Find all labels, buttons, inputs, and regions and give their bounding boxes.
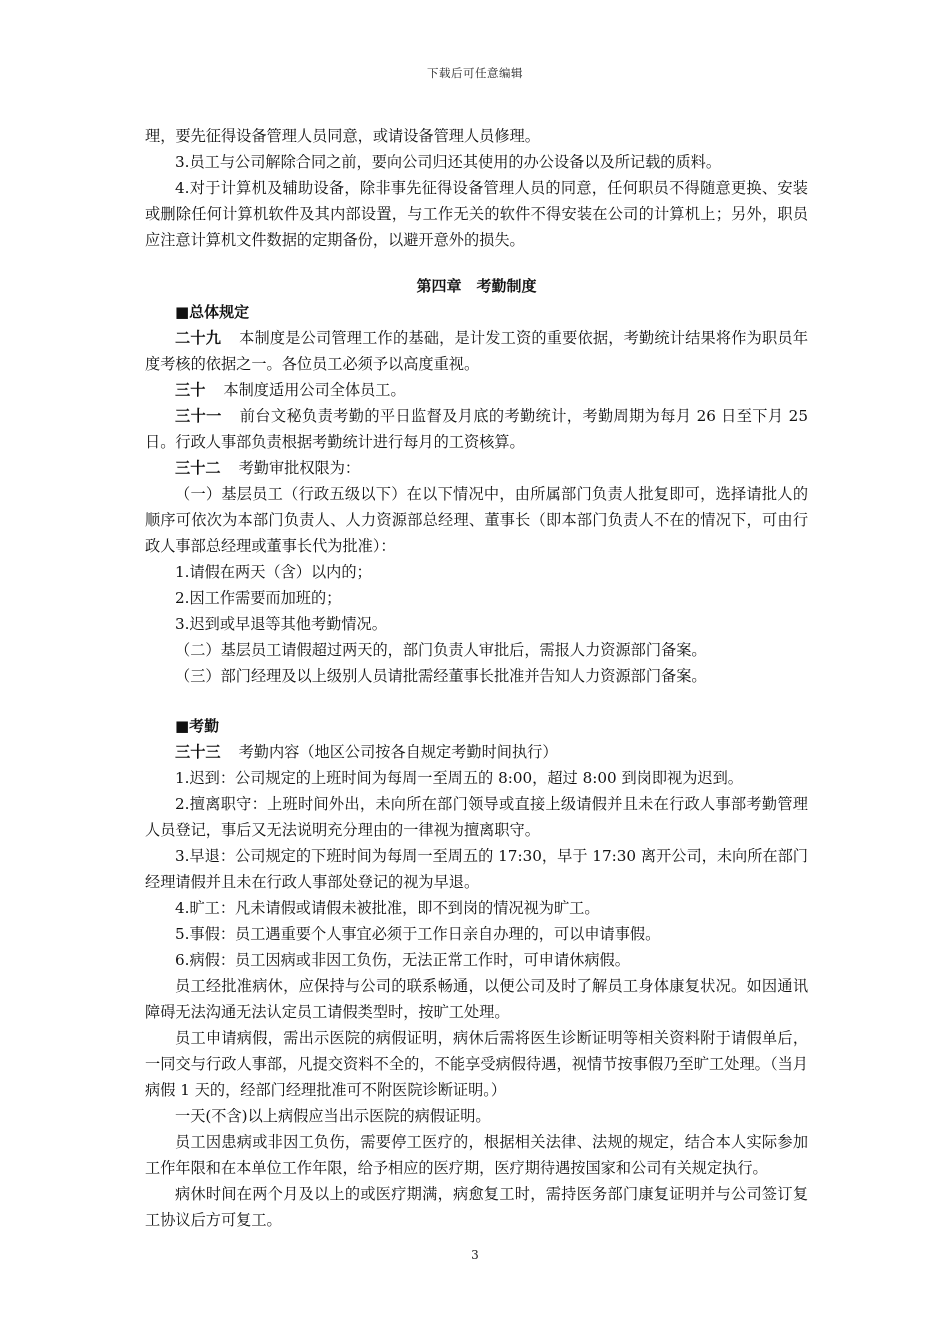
article-text: 前台文秘负责考勤的平日监督及月底的考勤统计，考勤周期为每月 26 日至下月 25 日。行政人事部负责根据考勤统计进行每月的工资核算。 [145, 407, 809, 451]
paragraph: 理，要先征得设备管理人员同意，或请设备管理人员修理。 [145, 127, 540, 145]
list-item: 5.事假：员工遇重要个人事宜必须于工作日亲自办理的，可以申请事假。 [175, 925, 661, 943]
article-number: 三十 [175, 381, 206, 399]
paragraph: 员工经批准病休，应保持与公司的联系畅通，以便公司及时了解员工身体康复状况。如因通讯障碍无法沟通无法认定员工请假类型时，按旷工处理。 [145, 977, 808, 1021]
paragraph: 病休时间在两个月及以上的或医疗期满，病愈复工时，需持医务部门康复证明并与公司签订复工协议后方可复工。 [145, 1185, 808, 1229]
article [145, 377, 808, 403]
paragraph: 员工因患病或非因工负伤，需要停工医疗的，根据相关法律、法规的规定，结合本人实际参加工作年限和在本单位工作年限，给予相应的医疗期，医疗期待遇按国家和公司有关规定执行。 [145, 1133, 808, 1177]
list-item: （三）部门经理及以上级别人员请批需经董事长批准并告知人力资源部门备案。 [175, 667, 707, 685]
list-item: （二）基层员工请假超过两天的，部门负责人审批后，需报人力资源部门备案。 [175, 641, 707, 659]
document-body [145, 123, 808, 1233]
paragraph: 一天(不含)以上病假应当出示医院的病假证明。 [175, 1107, 491, 1125]
list-item: 3.早退：公司规定的下班时间为每周一至周五的 17:30，早于 17:30 离开公司，未向所在部门经理请假并且未在行政人事部处登记的视为早退。 [145, 847, 808, 891]
chapter-title: 第四章 考勤制度 [416, 277, 537, 295]
article-text: 本制度是公司管理工作的基础，是计发工资的重要依据，考勤统计结果将作为职员年度考核的依据之一。各位员工必须予以高度重视。 [145, 329, 809, 373]
list-item: 2.擅离职守：上班时间外出，未向所在部门领导或直接上级请假并且未在行政人事部考勤管理人员登记，事后又无法说明充分理由的一律视为擅离职守。 [145, 795, 808, 839]
paragraph: 员工申请病假，需出示医院的病假证明，病休后需将医生诊断证明等相关资料附于请假单后，一同交与行政人事部，凡提交资料不全的，不能享受病假待遇，视情节按事假乃至旷工处理。（当月病假 1 天的，经部门经理批准可不附医院诊断证明。） [145, 1029, 808, 1099]
page-number: 3 [471, 1248, 479, 1262]
article-text: 本制度适用公司全体员工。 [223, 381, 406, 399]
article-number: 三十一 [175, 407, 222, 425]
paragraph: 4.对于计算机及辅助设备，除非事先征得设备管理人员的同意，任何职员不得随意更换、安装或删除任何计算机软件及其内部设置，与工作无关的软件不得安装在公司的计算机上；另外，职员应注意计算机文件数据的定期备份，以避开意外的损失。 [145, 179, 808, 249]
article [145, 739, 808, 765]
article-number: 三十二 [175, 459, 221, 477]
section-title: ■总体规定 [175, 303, 250, 321]
article [145, 403, 808, 455]
article-text: 考勤审批权限为： [238, 459, 361, 477]
paragraph: 3.员工与公司解除合同之前，要向公司归还其使用的办公设备以及所记载的质料。 [175, 153, 722, 171]
list-item: 6.病假：员工因病或非因工负伤，无法正常工作时，可申请休病假。 [175, 951, 630, 969]
article-text: 考勤内容（地区公司按各自规定考勤时间执行） [238, 743, 558, 761]
page-header: 下载后可任意编辑 [427, 66, 523, 80]
section-title: ■考勤 [175, 717, 220, 735]
article-number: 三十三 [175, 743, 221, 761]
article-number: 二十九 [175, 329, 222, 347]
article [145, 325, 808, 377]
list-item: （一）基层员工（行政五级以下）在以下情况中，由所属部门负责人批复即可，选择请批人的顺序可依次为本部门负责人、人力资源部总经理、董事长（即本部门负责人不在的情况下，可由行政人事部总经理或董事长代为批准）： [145, 485, 808, 555]
list-item: 1.迟到：公司规定的上班时间为每周一至周五的 8:00，超过 8:00 到岗即视为迟到。 [175, 769, 743, 787]
list-item: 4.旷工：凡未请假或请假未被批准，即不到岗的情况视为旷工。 [175, 899, 600, 917]
list-item: 1.请假在两天（含）以内的； [175, 563, 372, 581]
list-item: 3.迟到或早退等其他考勤情况。 [175, 615, 387, 633]
article [145, 455, 808, 481]
list-item: 2.因工作需要而加班的； [175, 589, 342, 607]
spacer [145, 689, 808, 713]
